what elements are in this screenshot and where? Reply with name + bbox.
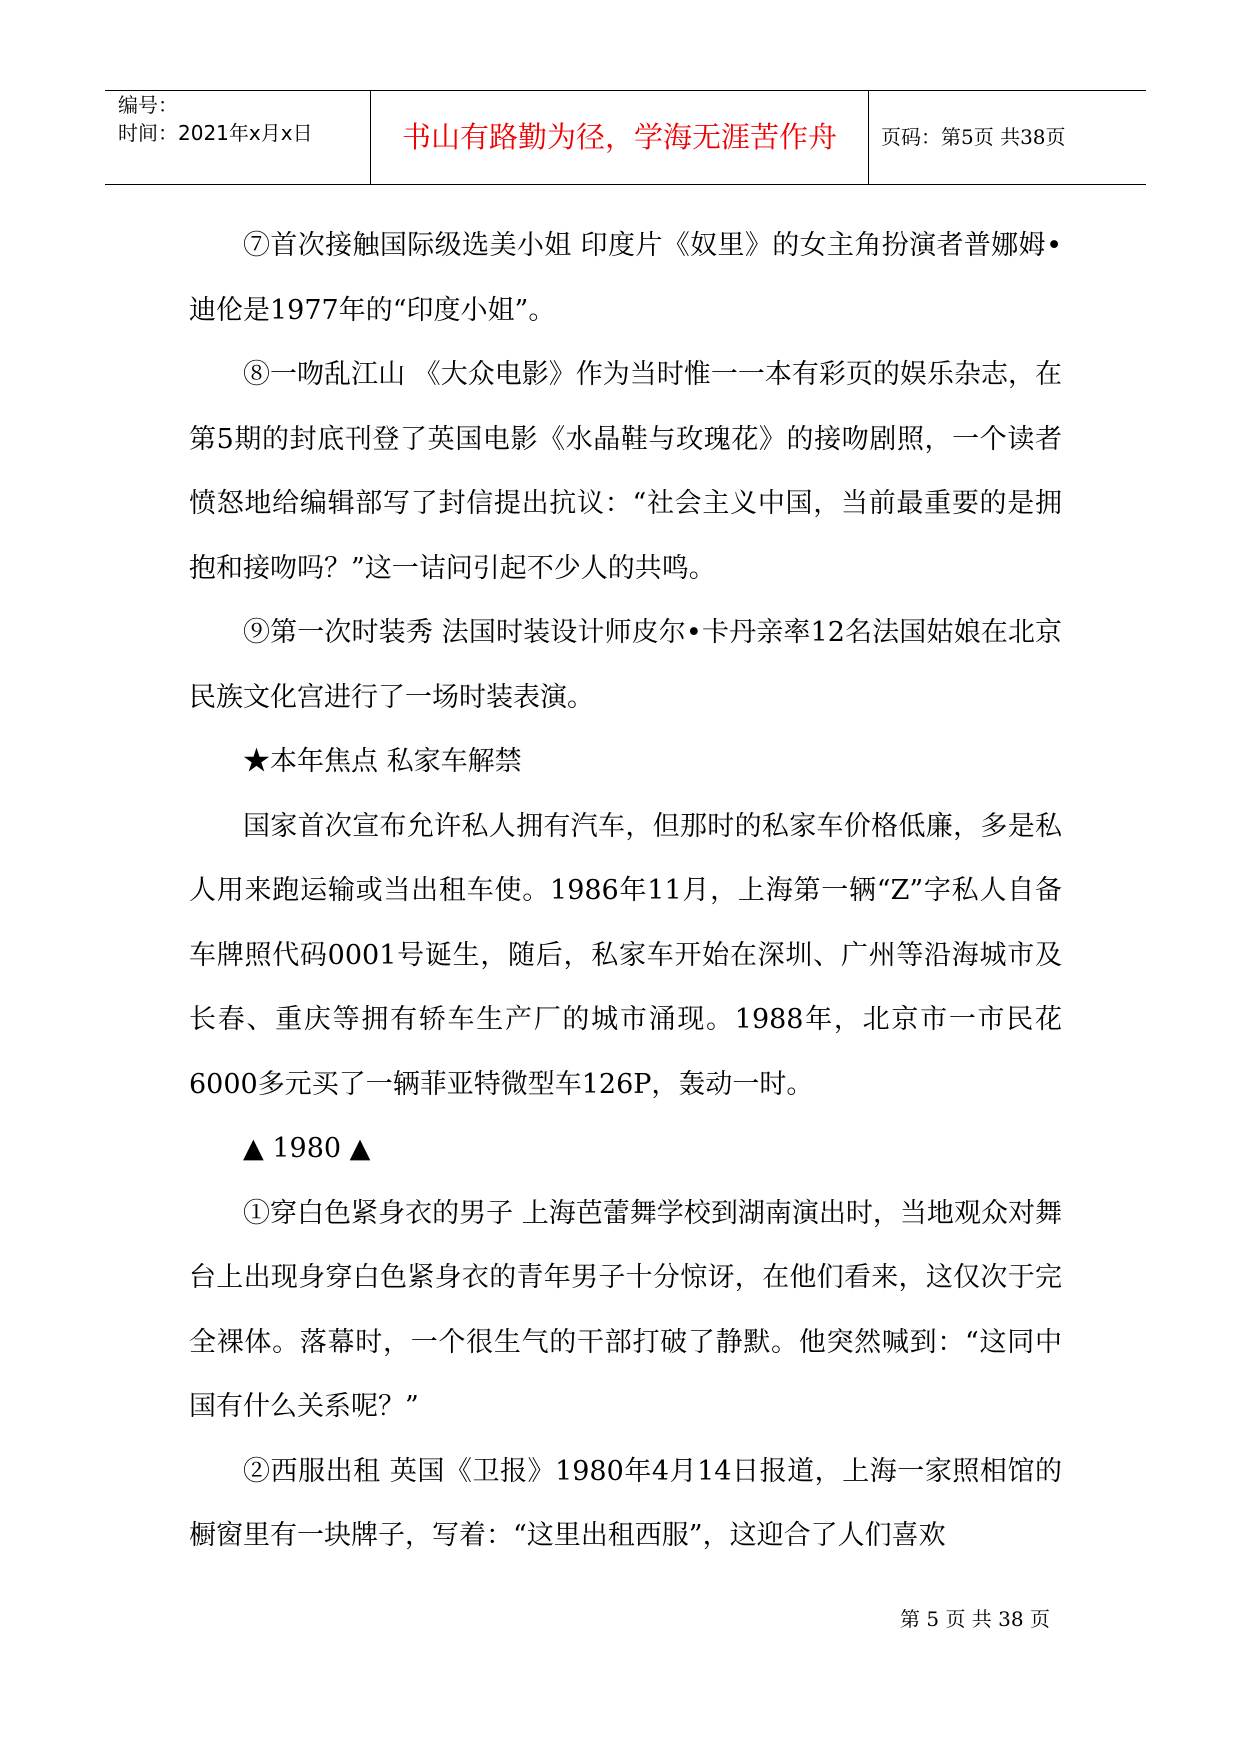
document-number-label: 编号： bbox=[118, 93, 178, 117]
paragraph: ①穿白色紧身衣的男子 上海芭蕾舞学校到湖南演出时，当地观众对舞台上出现身穿白色紧身衣的青年男子十分惊讶，在他们看来，这仅次于完全裸体。落幕时，一个很生气的干部打破了静默。他突然喊到：“这同中国有什么关系呢？” bbox=[189, 1197, 1062, 1422]
paragraph: 国家首次宣布允许私人拥有汽车，但那时的私家车价格低廉，多是私人用来跑运输或当出租车使。1986年11月，上海第一辆“Z”字私人自备车牌照代码0001号诞生，随后，私家车开始在深圳、广州等沿海城市及长春、重庆等拥有轿车生产厂的城市涌现。1988年，北京市一市民花6000多元买了一辆菲亚特微型车126P，轰动一时。 bbox=[189, 810, 1062, 1100]
header-page-number: 页码：第5页 共38页 bbox=[881, 125, 1066, 149]
header-info-cell bbox=[105, 91, 370, 184]
paragraph: ⑨第一次时装秀 法国时装设计师皮尔•卡丹亲率12名法国姑娘在北京民族文化宫进行了一场时装表演。 bbox=[189, 617, 1062, 713]
header-motto-cell bbox=[370, 91, 869, 184]
header-table bbox=[105, 90, 1146, 185]
section-heading: ★本年焦点 私家车解禁 bbox=[243, 746, 522, 777]
footer-page-number: 第 5 页 共 38 页 bbox=[900, 1607, 1050, 1631]
year-heading: ▲ 1980 ▲ bbox=[243, 1133, 371, 1164]
header-page-cell bbox=[869, 91, 1146, 184]
document-time-label: 时间：2021年x月x日 bbox=[118, 121, 313, 145]
paragraph: ⑧一吻乱江山 《大众电影》作为当时惟一一本有彩页的娱乐杂志，在第5期的封底刊登了英国电影《水晶鞋与玫瑰花》的接吻剧照，一个读者愤怒地给编辑部写了封信提出抗议：“社会主义中国，当前最重要的是拥抱和接吻吗？”这一诘问引起不少人的共鸣。 bbox=[189, 359, 1062, 584]
paragraph: ⑦首次接触国际级选美小姐 印度片《奴里》的女主角扮演者普娜姆•迪伦是1977年的“印度小姐”。 bbox=[189, 230, 1062, 326]
document-body bbox=[189, 214, 1062, 1569]
paragraph: ②西服出租 英国《卫报》1980年4月14日报道，上海一家照相馆的橱窗里有一块牌子，写着：“这里出租西服”，这迎合了人们喜欢 bbox=[189, 1455, 1062, 1551]
header-motto: 书山有路勤为径，学海无涯苦作舟 bbox=[401, 120, 837, 154]
